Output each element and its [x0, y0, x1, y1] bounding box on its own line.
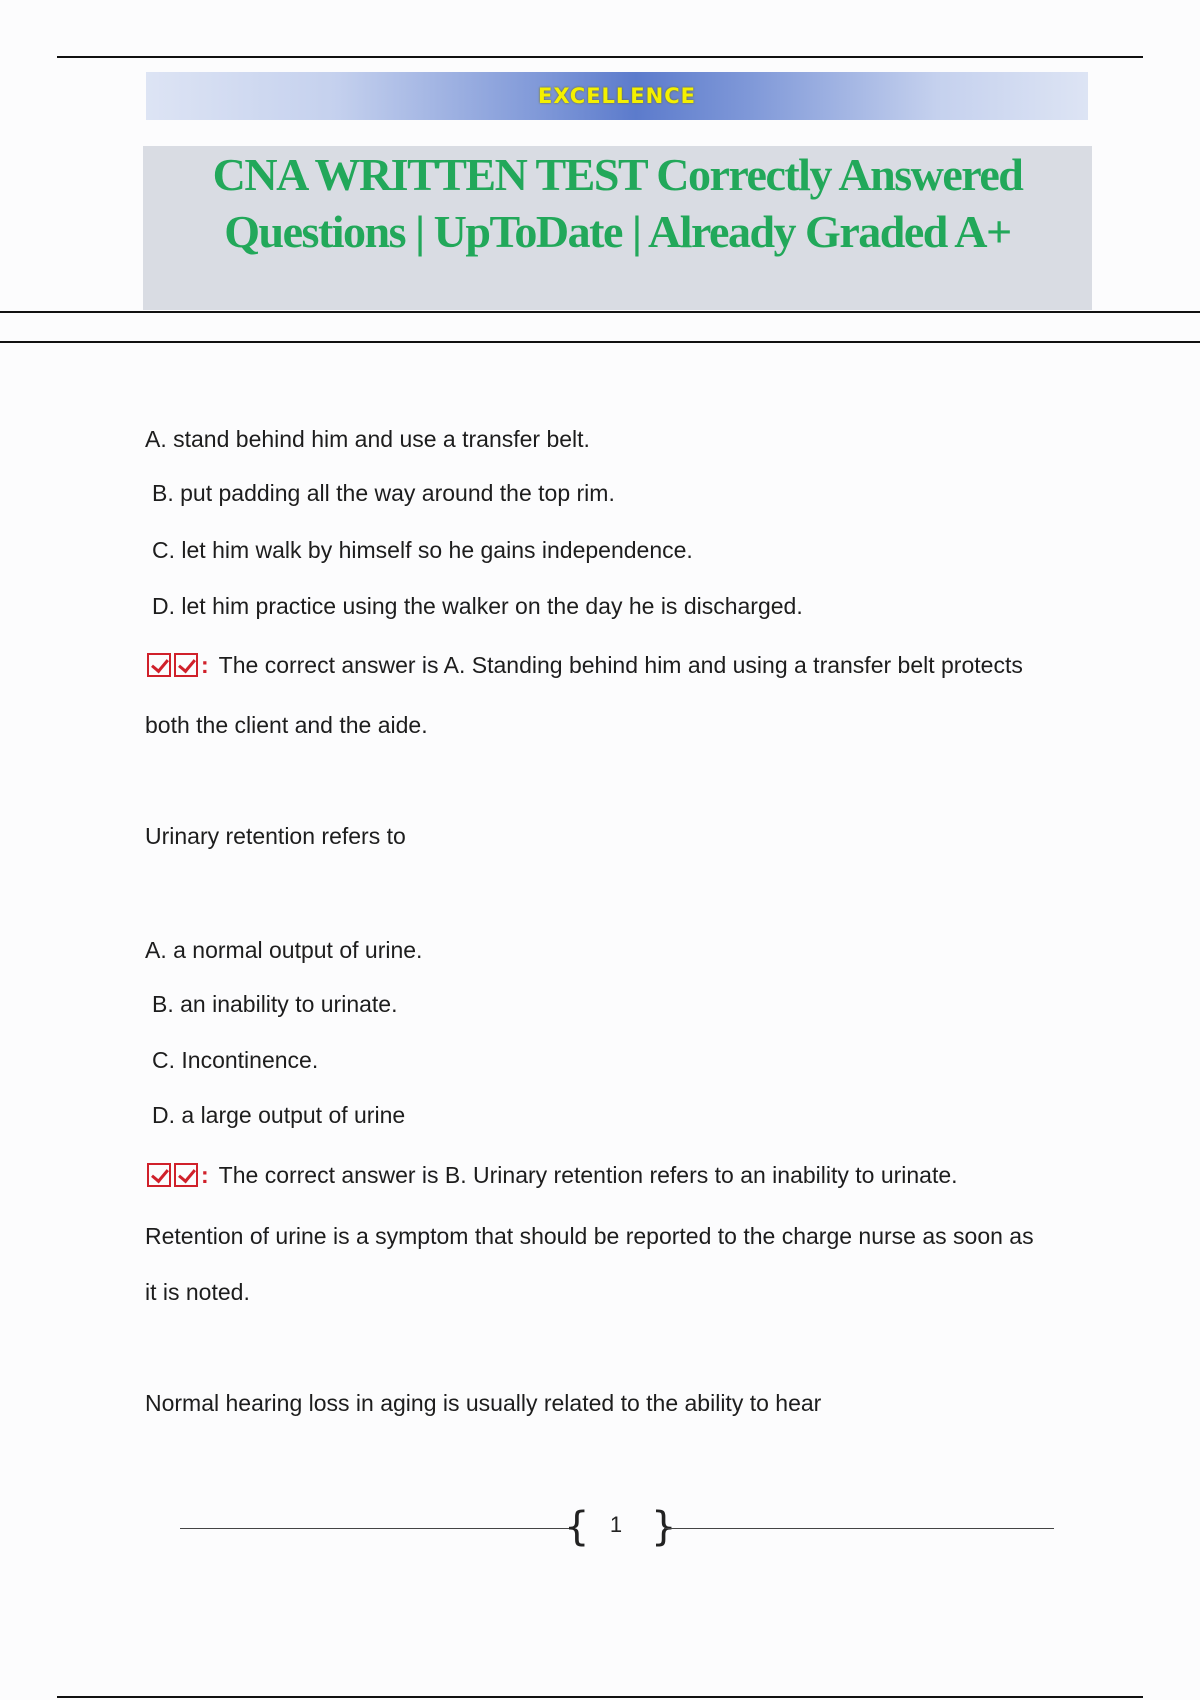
q2-question: Urinary retention refers to: [145, 823, 406, 849]
q2-answer: [147, 1160, 958, 1190]
q1-option-a: A. stand behind him and use a transfer belt.: [145, 426, 590, 452]
q1-answer-cont: both the client and the aide.: [145, 712, 428, 738]
answer-marker: :: [201, 1162, 209, 1188]
q3-question: Normal hearing loss in aging is usually related to the ability to hear: [145, 1390, 822, 1416]
footer-rule-right: [664, 1528, 1054, 1529]
right-brace-icon: }: [651, 1504, 677, 1550]
q2-answer-text: The correct answer is B. Urinary retention refers to an inability to urinate.: [218, 1162, 958, 1188]
check-icon: [147, 653, 171, 677]
q2-option-c: C. Incontinence.: [152, 1047, 319, 1073]
bottom-rule: [57, 1696, 1143, 1698]
page-number: 1: [609, 1512, 623, 1537]
page-title: [143, 146, 1092, 260]
title-box: [143, 146, 1092, 310]
q1-option-c: C. let him walk by himself so he gains independence.: [152, 537, 693, 563]
header-rule-2: [0, 341, 1200, 343]
check-icon: [174, 1163, 198, 1187]
title-line-1: CNA WRITTEN TEST Correctly Answered: [212, 149, 1023, 200]
excellence-banner: [146, 72, 1088, 120]
footer-rule-left: [180, 1528, 572, 1529]
q1-answer: [147, 650, 1023, 680]
answer-marker: :: [201, 652, 209, 678]
q2-option-b: B. an inability to urinate.: [152, 991, 398, 1017]
left-brace-icon: {: [564, 1504, 590, 1550]
title-line-2: Questions | UpToDate | Already Graded A+: [224, 206, 1011, 257]
q2-option-d: D. a large output of urine: [152, 1102, 406, 1128]
banner-label: EXCELLENCE: [538, 84, 696, 108]
top-rule: [57, 56, 1143, 58]
header-rule-1: [0, 311, 1200, 313]
q1-option-d: D. let him practice using the walker on the day he is discharged.: [152, 593, 803, 619]
q2-answer-cont-1: Retention of urine is a symptom that should be reported to the charge nurse as soon as: [145, 1223, 1034, 1249]
check-icon: [147, 1163, 171, 1187]
q1-option-b: B. put padding all the way around the top rim.: [152, 480, 615, 506]
check-icon: [174, 653, 198, 677]
q1-answer-text: The correct answer is A. Standing behind him and using a transfer belt protects: [218, 652, 1023, 678]
q2-option-a: A. a normal output of urine.: [145, 937, 423, 963]
q2-answer-cont-2: it is noted.: [145, 1279, 250, 1305]
